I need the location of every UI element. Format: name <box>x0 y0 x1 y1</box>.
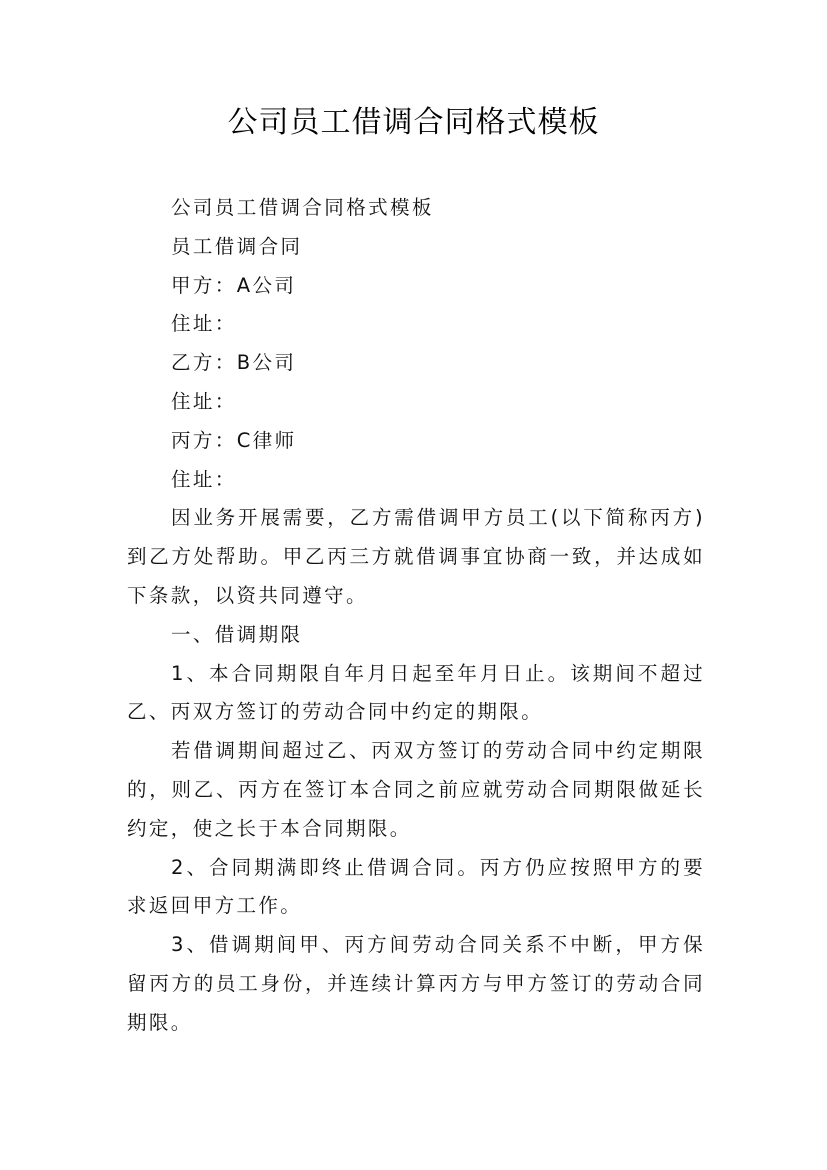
paragraph-party-c: 丙方：C律师 <box>171 428 297 452</box>
paragraph-subtitle: 公司员工借调合同格式模板 <box>171 196 434 219</box>
section-heading-term: 一、借调期限 <box>171 622 303 646</box>
paragraph-party-c-address: 住址： <box>171 467 237 491</box>
paragraph-clause-2: 2、合同期满即终止借调合同。丙方仍应按照甲方的要求返回甲方工作。 <box>127 855 705 918</box>
paragraph-clause-1: 1、本合同期限自年月日起至年月日止。该期间不超过乙、丙双方签订的劳动合同中约定的期限。 <box>127 661 705 724</box>
paragraph-preamble: 因业务开展需要，乙方需借调甲方员工(以下简称丙方)到乙方处帮助。甲乙丙三方就借调事宜协商一致，并达成如下条款，以资共同遵守。 <box>127 506 705 607</box>
paragraph-party-a-address: 住址： <box>171 312 237 336</box>
paragraph-party-b-address: 住址： <box>171 389 237 413</box>
paragraph-party-a: 甲方：A公司 <box>171 273 297 297</box>
document-body <box>127 189 705 1043</box>
document-title: 公司员工借调合同格式模板 <box>227 105 600 140</box>
paragraph-clause-1-extension: 若借调期间超过乙、丙双方签订的劳动合同中约定期限的，则乙、丙方在签订本合同之前应就劳动合同期限做延长约定，使之长于本合同期限。 <box>127 739 705 840</box>
paragraph-party-b: 乙方：B公司 <box>171 351 297 375</box>
paragraph-contract-name: 员工借调合同 <box>171 234 303 258</box>
paragraph-clause-3: 3、借调期间甲、丙方间劳动合同关系不中断，甲方保留丙方的员工身份，并连续计算丙方与甲方签订的劳动合同期限。 <box>127 933 705 1034</box>
